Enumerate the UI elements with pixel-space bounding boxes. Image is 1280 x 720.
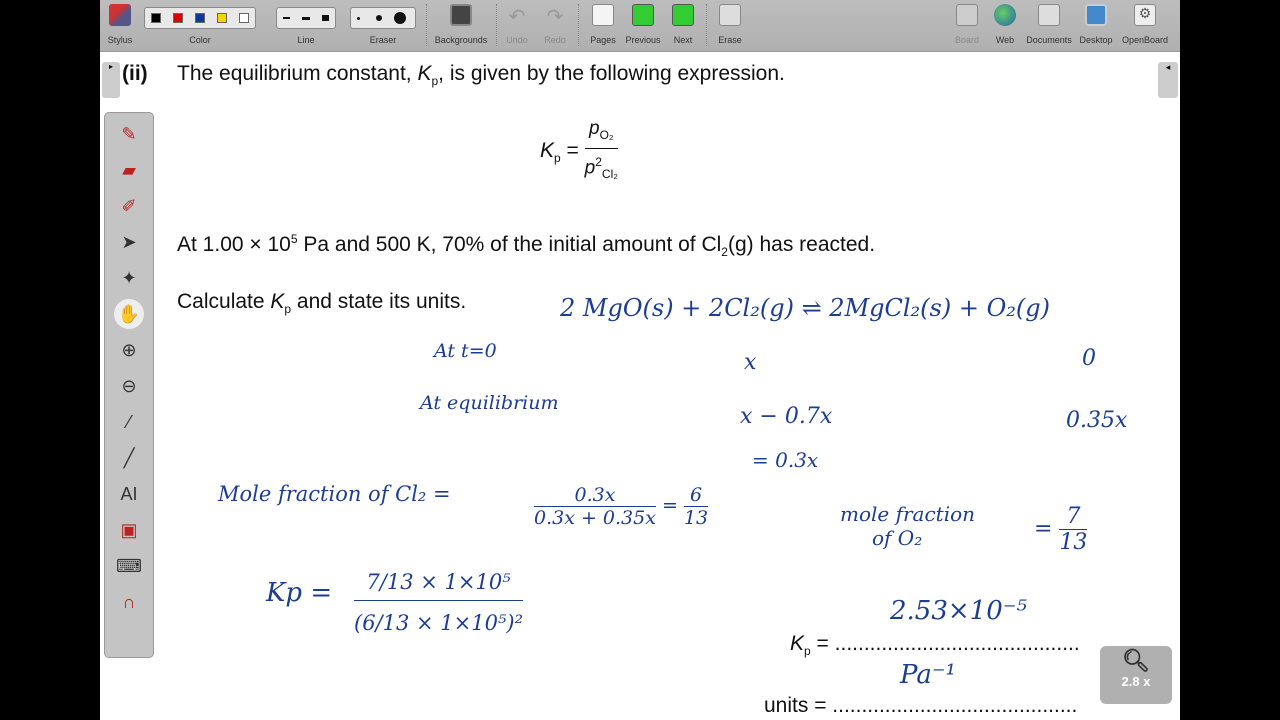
- backgrounds-icon: [450, 4, 472, 26]
- magnet-icon[interactable]: ∩: [122, 591, 136, 612]
- web-button[interactable]: Web: [990, 4, 1020, 26]
- mole-fraction-cl2-fraction: $\frac{0.3x}{0.3x + 0.35x}$ = $\frac{6}{13}$: [534, 484, 709, 529]
- next-page-icon: [672, 4, 694, 26]
- question-part: (ii): [122, 62, 148, 85]
- desktop-button[interactable]: Desktop: [1078, 4, 1114, 26]
- documents-button[interactable]: Documents: [1026, 4, 1072, 26]
- openboard-window: [100, 0, 1180, 720]
- kp-answer-line: $K_p$ = ..........................................: [790, 632, 1080, 659]
- redo-icon: ↷: [546, 6, 564, 28]
- label-equilibrium: At equilibrium: [420, 392, 559, 414]
- board-button[interactable]: Board: [952, 4, 982, 26]
- line-icon[interactable]: ╱: [123, 447, 135, 468]
- label-t0: At t=0: [434, 340, 497, 362]
- right-library-tab[interactable]: ◂: [1158, 62, 1178, 98]
- laser-pointer-icon[interactable]: ✦: [121, 267, 137, 288]
- o2-equilibrium: 0.35x: [1066, 408, 1128, 433]
- zoom-out-icon[interactable]: ⊖: [121, 375, 137, 396]
- left-pages-tab[interactable]: ▸: [102, 62, 120, 98]
- color-swatch[interactable]: [173, 13, 183, 23]
- openboard-menu-button[interactable]: ⚙ OpenBoard: [1121, 5, 1169, 45]
- stylus-button[interactable]: Stylus: [104, 4, 136, 26]
- kp-expression: $K_p$ = $\frac{p_{O_2}}{p^2_{Cl_2}}$: [540, 118, 618, 181]
- color-swatch[interactable]: [151, 13, 161, 23]
- color-swatch[interactable]: [217, 13, 227, 23]
- units-answer: Pa⁻¹: [900, 660, 956, 690]
- hand-icon[interactable]: ✋: [114, 299, 144, 329]
- kp-calc-fraction: $\frac{\text{7/13 × 1×10⁵}}{\text{(6/13 × 1×10⁵)²}}$: [354, 570, 524, 635]
- folder-icon: [1038, 4, 1060, 26]
- conditions-text: At $1.00 \times 10^5$ Pa and 500 K, 70% of the initial amount of $Cl_2(g)$ has reacted.: [177, 232, 876, 260]
- tool-palette: [104, 112, 154, 658]
- keyboard-icon[interactable]: ⌨: [116, 555, 142, 576]
- line-group: Line: [276, 4, 336, 49]
- line-medium[interactable]: [302, 17, 309, 20]
- cl2-initial: x: [744, 350, 757, 375]
- previous-button[interactable]: Previous: [624, 4, 662, 26]
- zoom-reset-icon: 🔍︎: [1122, 648, 1150, 673]
- erase-button[interactable]: Erase: [714, 4, 746, 26]
- monitor-icon: [1085, 4, 1107, 26]
- text-icon[interactable]: AI: [120, 483, 138, 504]
- pages-button[interactable]: Pages: [588, 4, 618, 26]
- color-swatch[interactable]: [239, 13, 249, 23]
- kp-answer: 2.53×10⁻⁵: [890, 596, 1027, 626]
- pointer-stick-icon[interactable]: ⁄: [127, 411, 131, 432]
- mole-fraction-o2-label: mole fraction of O₂: [840, 502, 976, 550]
- units-answer-line: units = ..........................................: [764, 694, 1078, 717]
- pen-icon[interactable]: ✎: [121, 123, 137, 144]
- capture-icon[interactable]: ▣: [120, 519, 138, 540]
- eraser-icon[interactable]: ▰: [122, 159, 136, 180]
- question-line1: The equilibrium constant, $K_p$, is given by the following expression.: [177, 62, 785, 89]
- line-thick[interactable]: [322, 15, 329, 21]
- erase-all-icon: [719, 4, 741, 26]
- stylus-icon: [109, 4, 131, 26]
- eraser-large[interactable]: [394, 12, 406, 24]
- undo-icon: ↶: [508, 6, 526, 28]
- mole-fraction-cl2-label: Mole fraction of Cl₂ =: [218, 482, 451, 506]
- cl2-equilibrium: x − 0.7x: [740, 404, 833, 429]
- globe-icon: [994, 4, 1016, 26]
- previous-page-icon: [632, 4, 654, 26]
- zoom-indicator[interactable]: 🔍︎ 2.8 x: [1100, 646, 1172, 704]
- add-page-icon: [592, 4, 614, 26]
- redo-button[interactable]: ↷ Redo: [544, 6, 566, 45]
- line-thin[interactable]: [283, 17, 290, 19]
- kp-calc-lhs: Kp =: [266, 578, 333, 608]
- next-button[interactable]: Next: [668, 4, 698, 26]
- cl2-equilibrium-simplified: = 0.3x: [752, 448, 819, 472]
- o2-initial: 0: [1082, 346, 1096, 371]
- color-swatch[interactable]: [195, 13, 205, 23]
- eraser-group: Eraser: [350, 4, 416, 49]
- gear-icon: ⚙: [1134, 4, 1156, 26]
- zoom-in-icon[interactable]: ⊕: [121, 339, 137, 360]
- eraser-medium[interactable]: [376, 15, 382, 21]
- highlighter-icon[interactable]: ✐: [121, 195, 137, 216]
- reaction-equation: 2 MgO(s) + 2Cl₂(g) ⇌ 2MgCl₂(s) + O₂(g): [560, 294, 1050, 322]
- color-group: Color: [144, 4, 256, 49]
- calculate-text: Calculate $K_p$ and state its units.: [177, 290, 467, 317]
- pointer-icon[interactable]: ➤: [121, 231, 137, 252]
- undo-button[interactable]: ↶ Undo: [506, 6, 528, 45]
- board-icon: [956, 4, 978, 26]
- main-toolbar: [100, 0, 1180, 52]
- mole-fraction-o2-value: = $\frac{7}{13}$: [1034, 504, 1088, 555]
- eraser-small[interactable]: [357, 17, 360, 20]
- backgrounds-button[interactable]: Backgrounds: [434, 4, 488, 26]
